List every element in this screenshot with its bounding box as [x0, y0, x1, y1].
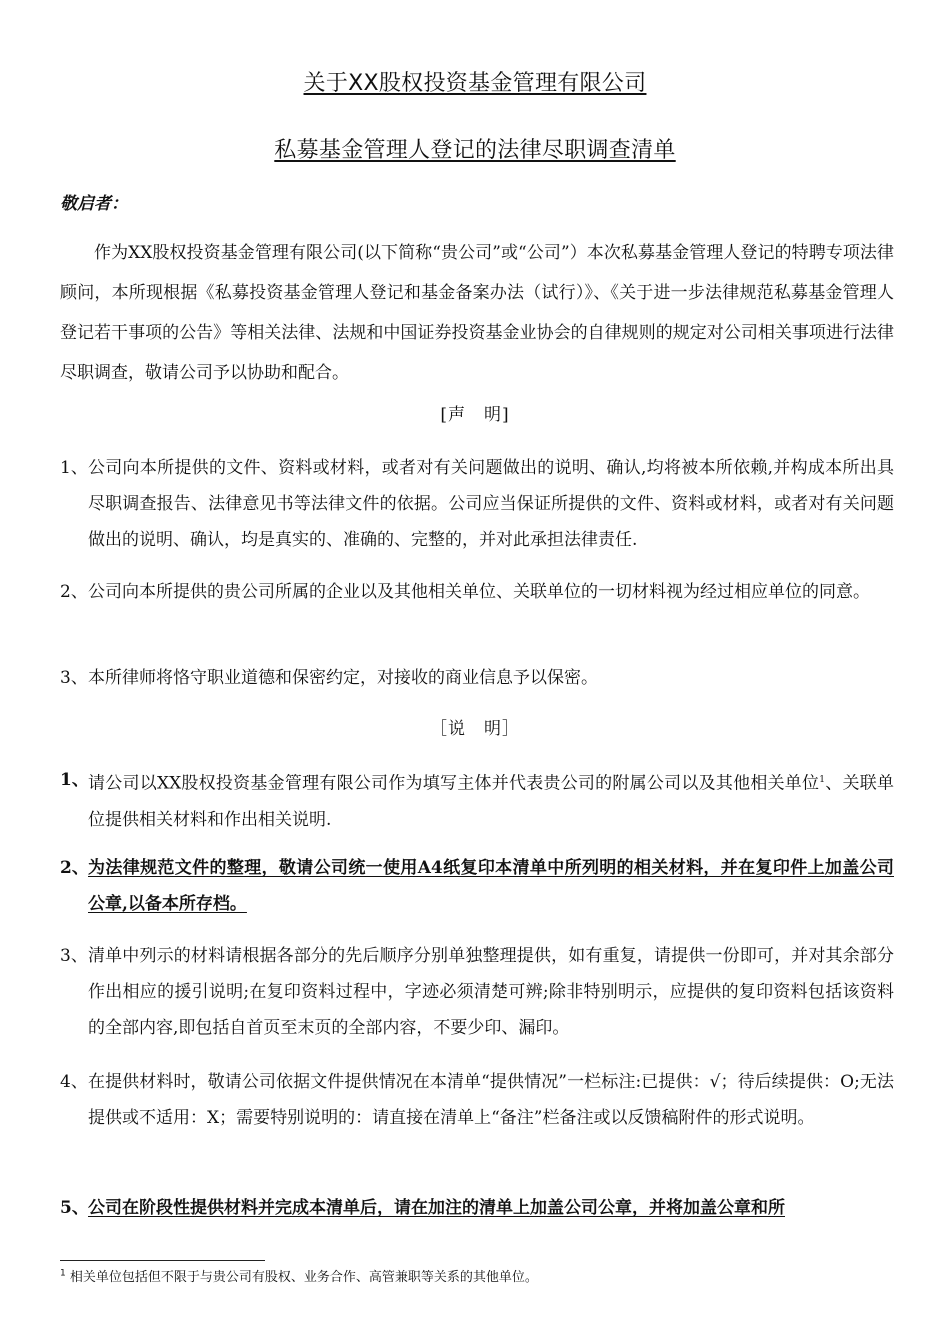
explanation-heading: ［说 明］: [430, 719, 520, 739]
declaration-heading: [声 明]: [440, 405, 510, 425]
footnote-reference[interactable]: 1: [819, 775, 826, 785]
footnote-divider: [60, 1260, 265, 1261]
item-text: 本所律师将恪守职业道德和保密约定，对接收的商业信息予以保密。: [88, 668, 598, 688]
item-number: 5、: [60, 1198, 89, 1218]
item-text: 为法律规范文件的整理，敬请公司统一使用A4纸复印本清单中所列明的相关材料，并在复印件上加盖公司公章,以备本所存档。: [88, 858, 894, 914]
salutation: 敬启者：: [60, 194, 128, 214]
declaration-item: [60, 450, 894, 558]
item-number: 2、: [60, 858, 89, 878]
item-text: 公司向本所提供的贵公司所属的企业以及其他相关单位、关联单位的一切材料视为经过相应单位的同意。: [88, 582, 870, 602]
item-text: 清单中列示的材料请根据各部分的先后顺序分别单独整理提供，如有重复，请提供一份即可，并对其余部分作出相应的援引说明;在复印资料过程中，字迹必须清楚可辨;除非特别明示，应提供的复印资料包括该资料的全部内容,即包括自首页至末页的全部内容，不要少印、漏印。: [88, 946, 894, 1038]
item-text: [60, 762, 894, 838]
item-number: 1、: [60, 458, 88, 478]
explanation-item: [60, 1064, 894, 1136]
declaration-item: [60, 574, 894, 610]
item-text: 公司向本所提供的文件、资料或材料，或者对有关问题做出的说明、确认,均将被本所依赖,并构成本所出具尽职调查报告、法律意见书等法律文件的依据。公司应当保证所提供的文件、资料或材料，或者对有关问题做出的说明、确认，均是真实的、准确的、完整的，并对此承担法律责任.: [88, 458, 894, 550]
explanation-item-emphasized: [60, 850, 894, 922]
item-text-before: 请公司以XX股权投资基金管理有限公司作为填写主体并代表贵公司的附属公司以及其他相关单位: [88, 773, 820, 794]
intro-paragraph: 作为XX股权投资基金管理有限公司(以下简称“贵公司”或“公司”）本次私募基金管理人登记的特聘专项法律顾问，本所现根据《私募投资基金管理人登记和基金备案办法（试行）》、《关于进一步法律规范私募基金管理人登记若干事项的公告》等相关法律、法规和中国证券投资基金业协会的自律规则的规定对公司相关事项进行法律尽职调查，敬请公司予以协助和配合。: [60, 243, 894, 383]
title-line-2: 私募基金管理人登记的法律尽职调查清单: [274, 138, 676, 163]
item-number: 2、: [60, 582, 88, 602]
footnote-mark: 1: [60, 1268, 66, 1279]
explanation-item-emphasized: [60, 1190, 894, 1226]
item-number: 1、: [60, 770, 89, 790]
explanation-item: [60, 762, 894, 838]
footnote: [60, 1266, 538, 1285]
item-text: 公司在阶段性提供材料并完成本清单后，请在加注的清单上加盖公司公章，并将加盖公章和所: [88, 1198, 785, 1218]
item-number: 4、: [60, 1072, 88, 1092]
footnote-text: 相关单位包括但不限于与贵公司有股权、业务合作、高管兼职等关系的其他单位。: [69, 1270, 538, 1285]
item-text-after: 、关联单位提供相关材料和作出相关说明.: [88, 773, 894, 830]
title-line-1: 关于XX股权投资基金管理有限公司: [303, 71, 647, 96]
item-number: 3、: [60, 946, 88, 966]
item-text: 在提供材料时，敬请公司依据文件提供情况在本清单“提供情况”一栏标注:已提供：√；待后续提供：O;无法提供或不适用：X；需要特别说明的：请直接在清单上“备注”栏备注或以反馈稿附件的形式说明。: [88, 1072, 894, 1128]
explanation-item: [60, 938, 894, 1046]
declaration-item: [60, 660, 894, 696]
item-number: 3、: [60, 668, 88, 688]
